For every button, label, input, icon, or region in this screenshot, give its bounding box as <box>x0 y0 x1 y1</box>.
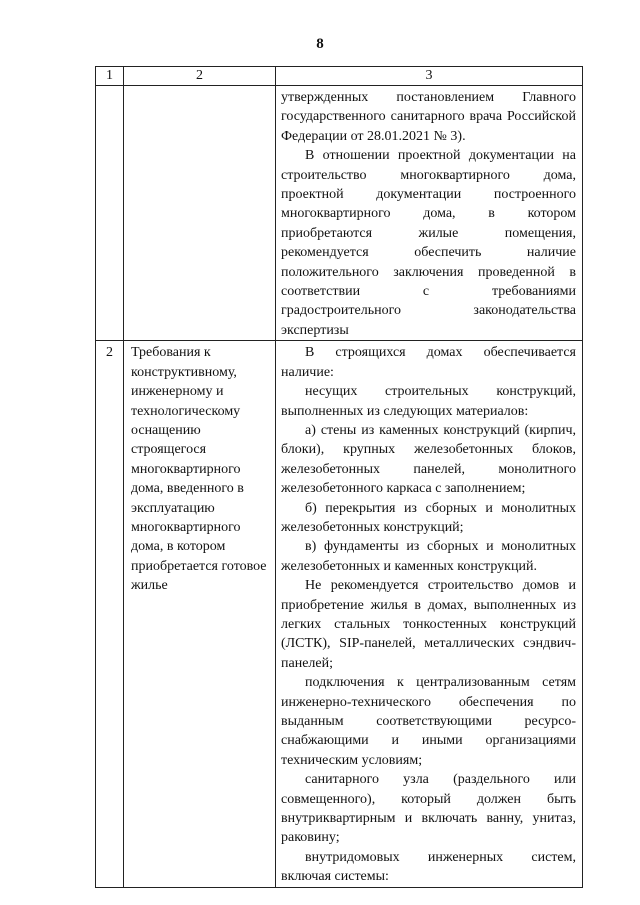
table-row <box>96 86 583 341</box>
paragraph: несущих строительных конструкций, выполненных из следующих материалов: <box>281 384 576 419</box>
paragraph: подключения к централизованным сетям инженерно-технического обеспечения по выданным соответствующими ресурсо-снабжающими и иными организациями техническим условиям; <box>281 675 576 768</box>
requirement-title <box>124 86 276 341</box>
requirements-table <box>95 66 583 888</box>
paragraph: внутридомовых инженерных систем, включая системы: <box>281 849 576 885</box>
paragraph: Не рекомендуется строительство домов и приобретение жилья в домах, выполненных из легких стальных тонкостенных конструкций (ЛСТК), SIP-панелей, металлических сэндвич-панелей; <box>281 578 576 671</box>
paragraph: в) фундаменты из сборных и монолитных железобетонных и каменных конструкций. <box>281 539 576 574</box>
paragraph: а) стены из каменных конструкций (кирпич, блоки), крупных железобетонных блоков, железобетонных панелей, монолитного железобетонного каркаса с заполнением; <box>281 422 576 497</box>
column-header: 3 <box>276 67 583 86</box>
column-header: 1 <box>96 67 124 86</box>
paragraph: утвержденных постановлением Главного государственного санитарного врача Российской Федерации от 28.01.2021 № 3). <box>281 90 576 144</box>
column-header: 2 <box>124 67 276 86</box>
paragraph: б) перекрытия из сборных и монолитных железобетонных конструкций; <box>281 500 576 535</box>
row-number: 2 <box>96 341 124 887</box>
requirement-title: Требования к конструктивному, инженерному и технологическому оснащению строящегося многоквартирного дома, введенного в эксплуатацию многоквартирного дома, в котором приобретается готовое жилье <box>124 341 276 887</box>
paragraph: В отношении проектной документации на строительство многоквартирного дома, проектной документации построенного многоквартирного дома, в котором приобретаются жилые помещения, рекомендуется обеспечить наличие положительного заключения проведенной в соответствии с требованиями градостроительного законодательства экспертизы <box>281 148 576 338</box>
page-number: 8 <box>316 36 324 52</box>
table-header-row <box>96 67 583 86</box>
requirement-text <box>276 86 583 341</box>
requirement-text <box>276 341 583 887</box>
row-number <box>96 86 124 341</box>
paragraph: В строящихся домах обеспечивается наличие: <box>281 345 576 380</box>
paragraph: санитарного узла (раздельного или совмещенного), который должен быть внутриквартирным и включать ванну, унитаз, раковину; <box>281 772 576 846</box>
table-row <box>96 341 583 887</box>
